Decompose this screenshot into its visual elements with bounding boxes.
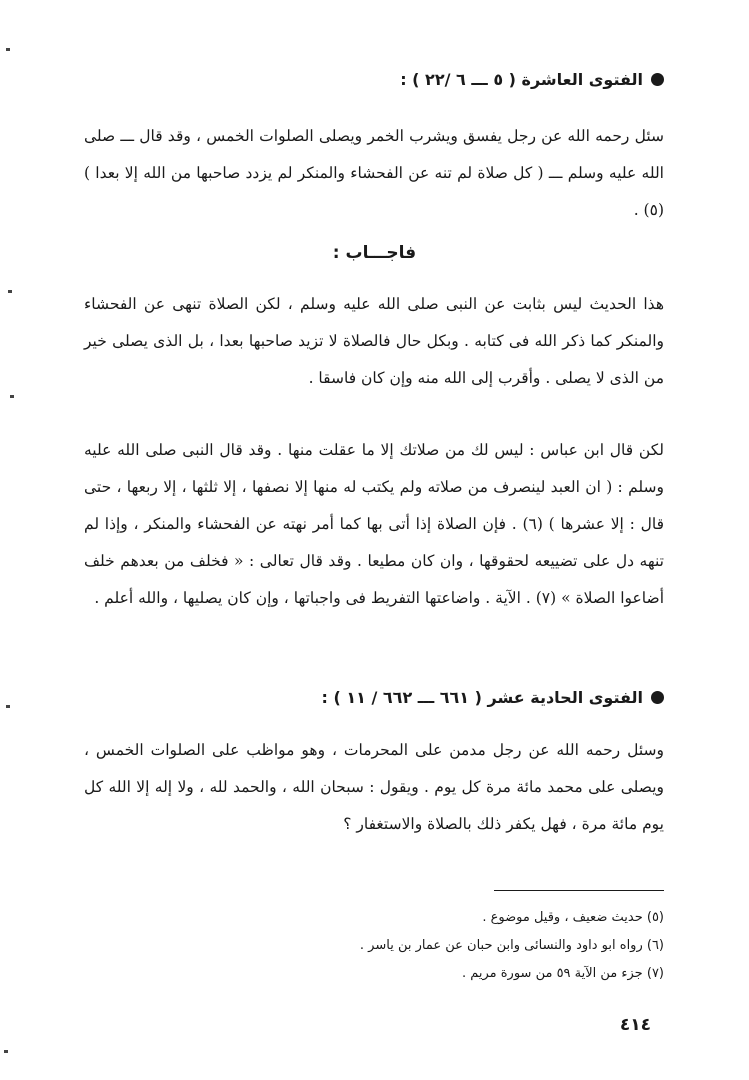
- fatwa-11-heading-text: الفتوى الحادية عشر ( ٦٦١ ـــ ٦٦٢ / ١١ ) :: [321, 688, 643, 707]
- fatwa-11-heading: [322, 686, 664, 710]
- margin-speck: [6, 48, 10, 51]
- page-number: ٤١٤: [619, 1015, 651, 1035]
- margin-speck: [8, 290, 12, 293]
- fatwa-10-answer-paragraph-1: [84, 286, 664, 397]
- fatwa-10-answer-text-1: هذا الحديث ليس بثابت عن النبى صلى الله عليه وسلم ، لكن الصلاة تنهى عن الفحشاء والمنكر كما ذكر الله فى كتابه . وبكل حال فالصلاة لا تزيد صاحبها بعدا ، بل الذى يصلى خير من الذى لا يصلى . وأقرب إلى الله منه وإن كان فاسقا .: [84, 295, 664, 387]
- fatwa-11-question-text: وسئل رحمه الله عن رجل مدمن على المحرمات ، وهو مواظب على الصلوات الخمس ، ويصلى على محمد مائة مرة كل يوم . ويقول : سبحان الله ، والحمد لله ، ولا إله إلا الله كل يوم مائة مرة ، فهل يكفر ذلك بالصلاة والاستغفار ؟: [84, 741, 664, 833]
- fatwa-10-answer-text-2: لكن قال ابن عباس : ليس لك من صلاتك إلا ما عقلت منها . وقد قال النبى صلى الله عليه وسلم : ( ان العبد لينصرف من صلاته ولم يكتب له منها إلا نصفها ، إلا ثلثها ، إلا ربعها ، حتى قال : إلا عشرها ) (٦) . فإن الصلاة إذا أتى بها كما أمر نهته عن الفحشاء والمنكر ، وإذا لم تنهه دل على تضييعه لحقوقها ، وان كان مطيعا . وقد قال تعالى : « فخلف من بعدهم خلف أضاعوا الصلاة » (٧) . الآية . واضاعتها التفريط فى واجباتها ، وإن كان يصليها ، والله أعلم .: [84, 441, 664, 607]
- footnote-7: (٧) جزء من الآية ٥٩ من سورة مريم .: [461, 966, 664, 981]
- fatwa-10-answer-paragraph-2: [84, 432, 664, 617]
- bullet-icon: [651, 691, 664, 704]
- fatwa-11-question: [84, 732, 664, 843]
- margin-speck: [10, 395, 14, 398]
- fatwa-10-question: [84, 118, 664, 229]
- fatwa-10-question-text: سئل رحمه الله عن رجل يفسق ويشرب الخمر ويصلى الصلوات الخمس ، وقد قال ـــ صلى الله عليه وسلم ـــ ( كل صلاة لم تنه عن الفحشاء والمنكر لم يزدد صاحبها من الله إلا بعدا ) (٥) .: [84, 127, 664, 219]
- fatwa-10-heading: [400, 68, 664, 92]
- answer-label: فاجـــاب :: [332, 243, 417, 263]
- margin-speck: [6, 705, 10, 708]
- footnotes: [84, 904, 664, 988]
- fatwa-10-heading-text: الفتوى العاشرة ( ٥ ـــ ٦ /٢٢ ) :: [400, 70, 643, 89]
- footnote-6: (٦) رواه ابو داود والنسائى وابن حبان عن عمار بن ياسر .: [359, 938, 664, 953]
- bullet-icon: [651, 73, 664, 86]
- margin-speck: [4, 1050, 8, 1053]
- footnote-divider: [494, 890, 664, 891]
- footnote-5: (٥) حديث ضعيف ، وقيل موضوع .: [482, 910, 664, 925]
